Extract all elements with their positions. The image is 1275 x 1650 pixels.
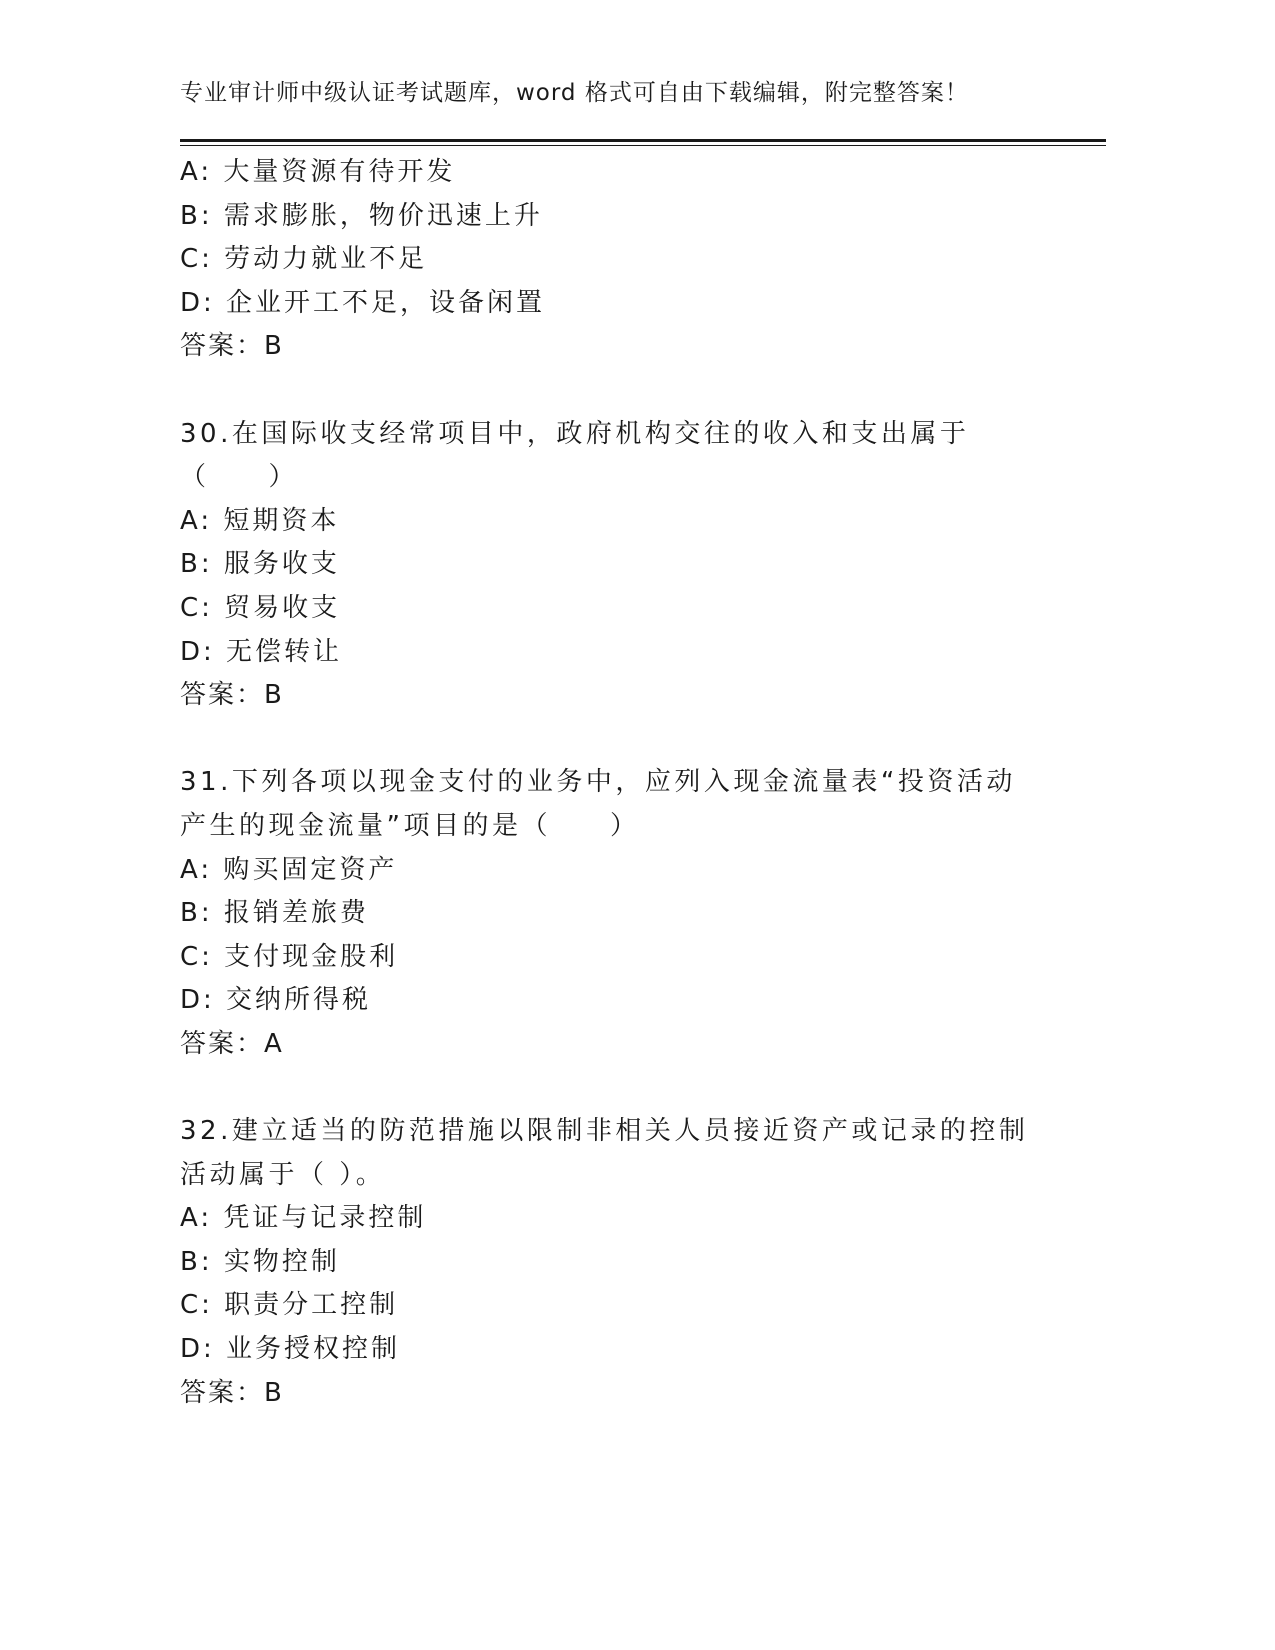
answer-line: 答案：B xyxy=(180,1377,284,1408)
option-c: C: 贸易收支 xyxy=(180,592,341,623)
option-b: B: 实物控制 xyxy=(180,1246,340,1277)
option-a: A: 短期资本 xyxy=(180,505,340,536)
option-a: A: 大量资源有待开发 xyxy=(180,157,456,187)
question-text: 32.建立适当的防范措施以限制非相关人员接近资产或记录的控制活动属于（ ）。 xyxy=(180,1116,1029,1190)
spacer xyxy=(180,718,1040,762)
spacer xyxy=(180,1066,1040,1110)
option-b: B: 需求膨胀，物价迅速上升 xyxy=(180,200,543,231)
option-c: C: 支付现金股利 xyxy=(180,941,399,972)
spacer xyxy=(180,369,1040,413)
question-block-29 xyxy=(180,151,1040,369)
option-d: D: 业务授权控制 xyxy=(180,1334,401,1365)
option-c: C: 职责分工控制 xyxy=(180,1290,399,1321)
option-a: A: 购买固定资产 xyxy=(180,854,398,885)
option-d: D: 交纳所得税 xyxy=(180,985,372,1016)
header-divider-thin xyxy=(180,145,1106,146)
option-b: B: 报销差旅费 xyxy=(180,898,369,929)
question-list xyxy=(180,151,1040,1415)
option-b: B: 服务收支 xyxy=(180,549,340,580)
question-block-30 xyxy=(180,413,1040,718)
option-c: C: 劳动力就业不足 xyxy=(180,244,428,275)
question-block-31 xyxy=(180,761,1040,1066)
header-divider-thick xyxy=(180,139,1106,142)
option-a: A: 凭证与记录控制 xyxy=(180,1203,427,1234)
page-header: 专业审计师中级认证考试题库，word 格式可自由下载编辑，附完整答案！ xyxy=(180,80,969,106)
option-d: D: 无偿转让 xyxy=(180,636,343,667)
answer-line: 答案：B xyxy=(180,680,284,711)
answer-line: 答案：B xyxy=(180,331,284,362)
option-d: D: 企业开工不足，设备闲置 xyxy=(180,287,546,318)
question-text: 31.下列各项以现金支付的业务中，应列入现金流量表“投资活动产生的现金流量”项目的是（ ） xyxy=(180,767,1016,841)
question-block-32 xyxy=(180,1110,1040,1415)
question-text: 30.在国际收支经常项目中，政府机构交往的收入和支出属于（ ） xyxy=(180,418,970,493)
answer-line: 答案：A xyxy=(180,1028,284,1059)
